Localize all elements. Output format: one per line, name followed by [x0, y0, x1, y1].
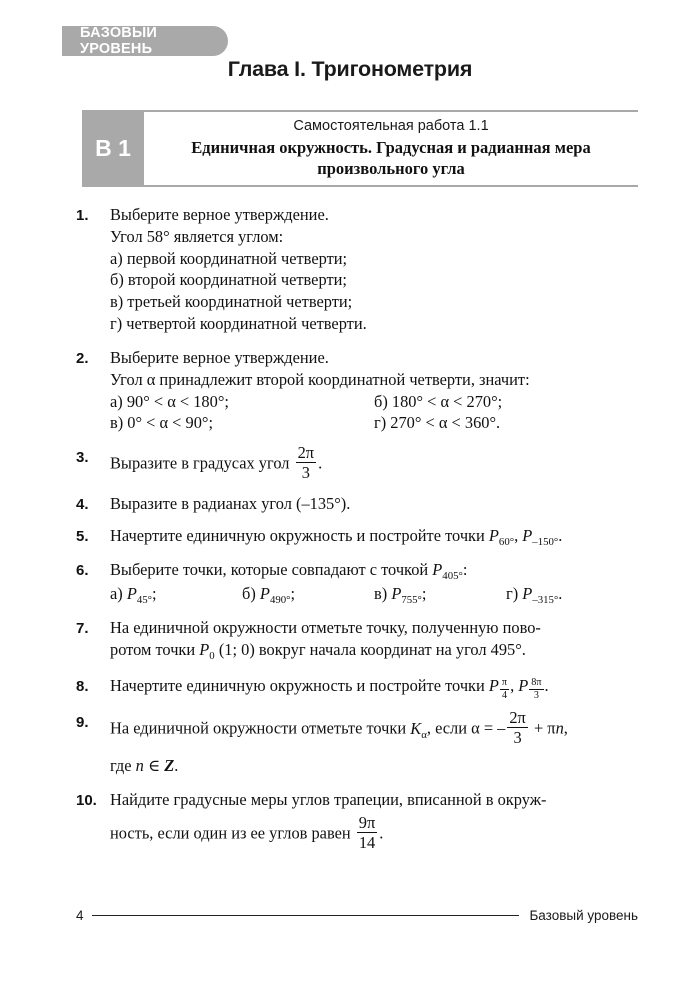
option-letter: а) [110, 583, 123, 603]
equals-minus: = – [483, 718, 506, 738]
fraction-pi-over-4 [500, 678, 509, 702]
task-options [110, 391, 638, 435]
task-option: а) первой координатной четверти; [110, 248, 348, 268]
task-text: , если [426, 718, 467, 738]
fraction-numerator: 2π [509, 707, 526, 727]
point-subscript: 405° [442, 569, 463, 582]
task-body [110, 442, 638, 483]
task-option [110, 583, 242, 607]
task-options [110, 583, 638, 607]
task-body [110, 675, 638, 702]
fraction-denominator: 3 [301, 462, 310, 482]
task-number: 5. [76, 527, 89, 545]
task-text-tail: . [174, 755, 179, 775]
fraction-numerator: 8π [529, 678, 543, 691]
task-text-tail: . [379, 823, 384, 843]
task-text: + π [533, 718, 556, 738]
point-base: P [488, 525, 499, 545]
worksheet-titles [144, 110, 638, 187]
task-text: На единичной окружности отметьте точки [110, 718, 407, 738]
task-text: Начертите единичную окружность и постройте точки [110, 525, 485, 545]
point-p-minus-150 [522, 525, 559, 548]
task-list [76, 204, 638, 863]
point-subscript: 0 [209, 649, 215, 662]
task-option: г) 270° < α < 360°. [374, 413, 501, 433]
option-letter: в) [374, 583, 388, 603]
task-option: в) третьей координатной четверти; [110, 292, 353, 312]
task-text-tail: (1; 0) вокруг начала координат на угол 495°. [218, 639, 526, 659]
point-base: P [522, 525, 533, 545]
point-base: P [522, 583, 533, 603]
alpha-symbol: α [471, 718, 480, 738]
option-letter: г) [506, 583, 519, 603]
task-body [110, 493, 638, 515]
fraction-numerator: π [500, 678, 509, 691]
task-option: в) 0° < α < 90°; [110, 413, 214, 433]
task-text: Начертите единичную окружность и постройте точки [110, 676, 485, 695]
point-subscript: 60° [498, 535, 515, 548]
task-option: г) четвертой координатной четверти. [110, 314, 367, 334]
task-item-10 [76, 789, 638, 854]
task-line [110, 813, 638, 853]
fraction-9pi-over-14 [357, 814, 377, 851]
fraction-denominator: 3 [513, 728, 522, 748]
task-option: а) 90° < α < 180°; [110, 391, 229, 411]
point-base: P [391, 583, 402, 603]
option-tail: ; [421, 583, 427, 603]
task-text-tail: . [558, 525, 563, 545]
task-body [110, 525, 638, 549]
point-k-alpha [410, 718, 427, 741]
point-subscript: 755° [401, 593, 422, 606]
task-item-9 [76, 707, 638, 776]
point-p-60 [488, 525, 515, 548]
variable-n: n [135, 755, 144, 775]
fraction-denominator: 4 [501, 690, 508, 702]
point-base: P [259, 583, 270, 603]
level-badge [62, 26, 228, 56]
task-item-5 [76, 525, 638, 549]
fraction-numerator: 9π [358, 813, 376, 833]
task-number: 10. [76, 791, 97, 809]
task-option [242, 583, 374, 607]
option-tail: ; [152, 583, 157, 603]
worksheet-header [82, 110, 638, 187]
task-line: Найдите градусные меры углов трапеции, вписанной в окруж- [110, 789, 547, 809]
point-base: P [488, 676, 499, 695]
point-base: P [518, 676, 529, 695]
chapter-title: Глава I. Тригонометрия [227, 57, 473, 81]
task-line [110, 755, 638, 777]
task-line [110, 639, 638, 663]
variant-label: В 1 [95, 135, 131, 162]
point-subscript: 490° [269, 593, 291, 606]
task-body [110, 559, 638, 607]
task-text-tail: . [318, 453, 323, 473]
task-text: Выразите в градусах угол [110, 453, 290, 473]
task-number: 2. [76, 349, 89, 367]
task-text: ротом точки [110, 639, 196, 659]
task-line [110, 707, 638, 748]
point-p-8pi-over-3 [518, 676, 544, 702]
task-text-tail: : [462, 559, 468, 579]
point-subscript: –150° [532, 535, 559, 548]
fraction-denominator: 3 [533, 690, 539, 702]
task-text: ность, если один из ее углов равен [110, 823, 351, 843]
task-body [110, 617, 638, 663]
point-p-pi-over-4 [488, 676, 510, 702]
task-option [374, 583, 506, 607]
task-item-7 [76, 617, 638, 663]
task-body [110, 204, 638, 335]
task-number: 9. [76, 714, 89, 732]
element-of-symbol: ∈ [147, 755, 161, 775]
page-number: 4 [76, 908, 84, 923]
task-options [110, 248, 638, 335]
task-body [110, 707, 638, 776]
task-option: б) второй координатной четверти; [110, 270, 347, 290]
worksheet-subtitle: Самостоятельная работа 1.1 [293, 118, 489, 134]
task-line: Угол 58° является углом: [110, 226, 284, 246]
worksheet-title [150, 138, 632, 179]
point-subscript: 45° [136, 593, 152, 606]
task-line: Угол α принадлежит второй координатной четверти, значит: [110, 369, 530, 389]
task-line: На единичной окружности отметьте точку, полученную пово- [110, 618, 541, 638]
task-line: Выберите верное утверждение. [110, 347, 329, 367]
task-line [110, 559, 638, 583]
fraction-denominator: 14 [358, 833, 376, 853]
option-tail: ; [290, 583, 296, 603]
task-number: 3. [76, 449, 89, 467]
point-base: P [199, 639, 210, 659]
task-item-6 [76, 559, 638, 607]
point-p-405 [432, 559, 463, 582]
task-text: Выберите точки, которые совпадают с точкой [110, 559, 429, 579]
variable-n: n [555, 718, 564, 738]
fraction-numerator: 2π [297, 442, 315, 462]
option-letter: б) [242, 583, 256, 603]
fraction-8pi-over-3 [529, 678, 543, 702]
task-item-4 [76, 493, 638, 515]
separator: , [510, 676, 515, 695]
task-text-tail: . [544, 676, 549, 695]
point-subscript: –315° [532, 593, 559, 606]
point-subscript: α [421, 728, 427, 741]
task-option: б) 180° < α < 270°; [374, 391, 503, 411]
task-number: 7. [76, 620, 89, 638]
task-text-tail: , [563, 718, 568, 738]
fraction-2pi-over-3 [507, 709, 527, 746]
task-text: Выразите в радианах угол (–135°). [110, 493, 351, 513]
variant-block [82, 110, 144, 187]
level-badge-label: БАЗОВЫЙ УРОВЕНЬ [80, 25, 158, 57]
worksheet-title-line1: Единичная окружность. Градусная и радианная мера [191, 138, 591, 158]
point-base: P [432, 559, 443, 579]
task-item-8 [76, 675, 638, 702]
task-item-3 [76, 442, 638, 483]
task-body [110, 347, 638, 434]
task-number: 1. [76, 207, 89, 224]
point-base: K [410, 718, 422, 738]
point-p-0 [199, 639, 215, 662]
footer-label: Базовый уровень [529, 908, 638, 923]
worksheet-title-line2: произвольного угла [317, 158, 465, 178]
point-base: P [126, 583, 137, 603]
task-body [110, 789, 638, 854]
task-option [506, 583, 638, 607]
task-item-2 [76, 347, 638, 434]
task-number: 4. [76, 495, 89, 513]
page-footer [76, 908, 638, 923]
task-number: 8. [76, 678, 89, 695]
task-text: где [110, 755, 132, 775]
fraction-2pi-over-3 [296, 444, 316, 481]
separator: , [514, 525, 519, 545]
set-z: Z [164, 755, 175, 775]
footer-divider [92, 915, 520, 916]
task-number: 6. [76, 561, 89, 579]
task-item-1 [76, 204, 638, 335]
option-tail: . [558, 583, 563, 603]
task-line: Выберите верное утверждение. [110, 205, 329, 224]
